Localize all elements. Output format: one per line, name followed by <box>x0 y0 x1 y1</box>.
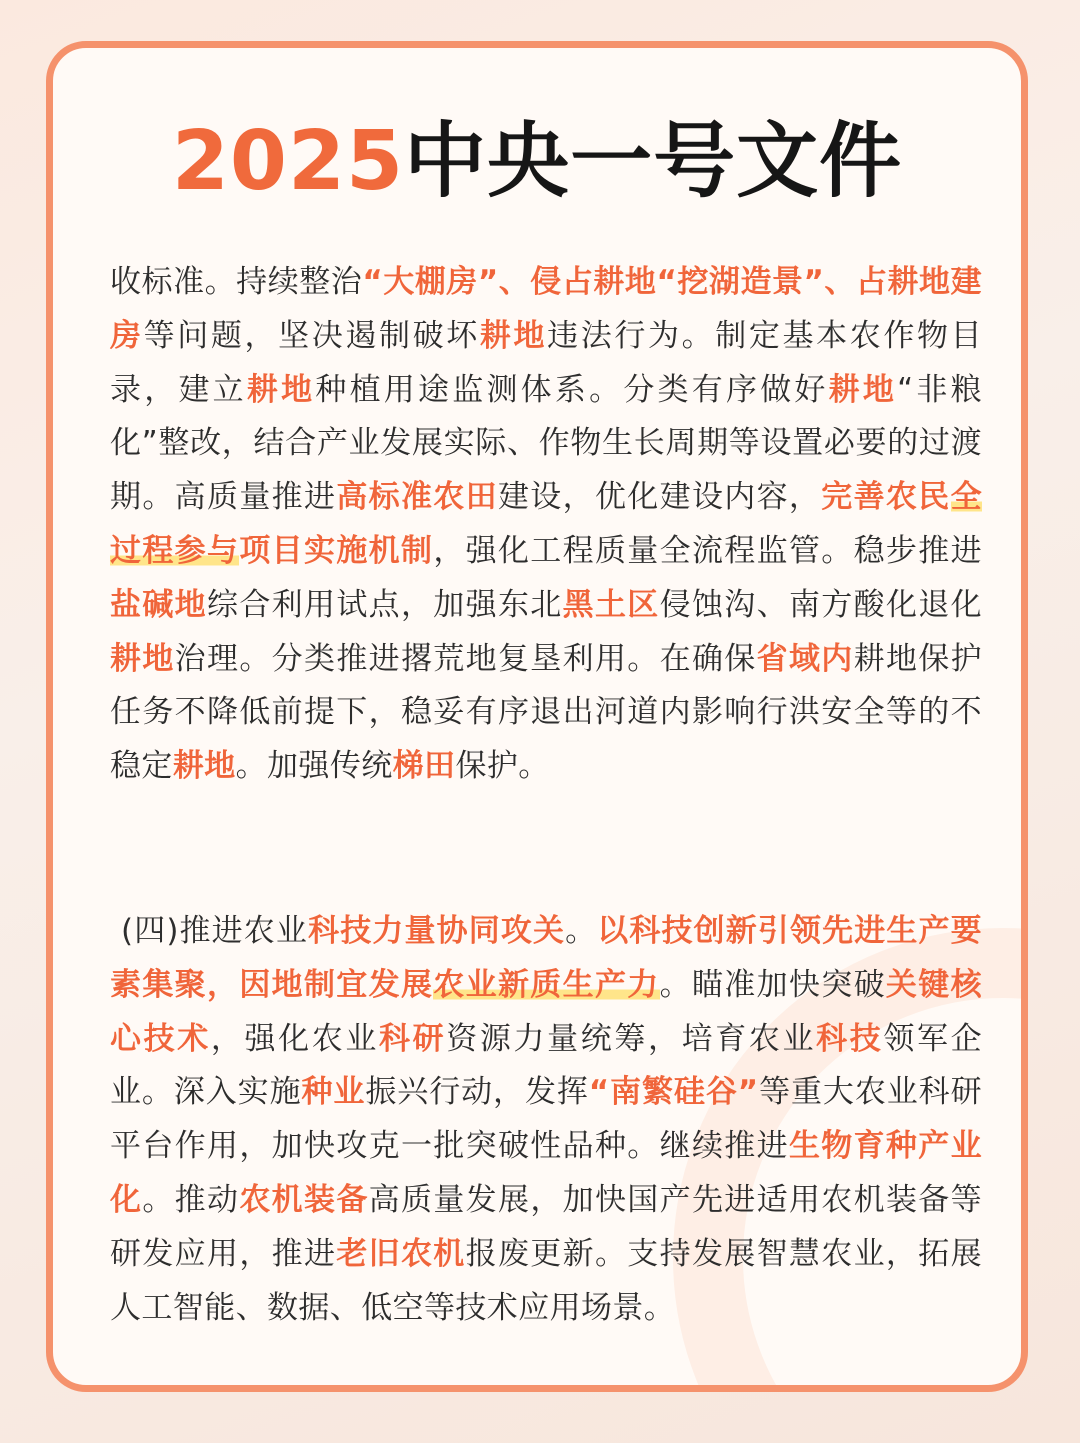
highlight-term: 科技 <box>816 1020 884 1057</box>
underlined-highlight-term: 全过程参与 <box>110 479 982 569</box>
highlight-term: 农机装备 <box>239 1181 369 1218</box>
highlight-term: 盐碱地 <box>110 586 207 623</box>
text-segment: 等问题，坚决遏制破坏 <box>143 317 480 354</box>
text-segment: 收标准。持续整治 <box>110 264 363 300</box>
text-segment: 侵蚀沟、南方酸化退化 <box>659 586 983 623</box>
highlight-term: 黑土区 <box>562 586 660 623</box>
highlight-term: 以科技创新引领先进生产要素集聚，因地制宜发展 <box>110 913 982 1003</box>
paragraph-farmland <box>110 256 982 794</box>
text-segment: 种植用途监测体系。分类有序做好 <box>315 371 829 408</box>
highlight-term: 老旧农机 <box>336 1235 466 1272</box>
text-segment: 振兴行动，发挥 <box>365 1074 589 1111</box>
highlight-term: 科技力量协同攻关 <box>308 913 566 949</box>
page-title <box>53 112 1021 212</box>
text-segment: 。 <box>565 913 598 949</box>
highlight-term: 科研 <box>379 1020 447 1057</box>
text-segment: 。瞄准加快突破 <box>659 966 886 1003</box>
text-segment: ，强化农业 <box>210 1020 379 1057</box>
text-segment: 等重大农业科研平台作用，加快攻克一批突破性品种。继续推进 <box>110 1074 982 1165</box>
text-segment: 高质量发展，加快国产先进适用农机装备等研发应用，推进 <box>110 1181 983 1272</box>
highlight-term: 高标准农田 <box>336 479 498 516</box>
highlight-term: 耕地 <box>246 371 316 408</box>
text-segment: 违法行为。制定基本农作物目录，建立 <box>110 317 982 408</box>
highlight-term: 项目实施机制 <box>239 532 434 569</box>
highlight-term: 耕地 <box>110 640 175 677</box>
highlight-term: 耕地 <box>479 317 548 354</box>
highlight-term: 耕地 <box>828 371 898 408</box>
text-segment: 领军企业。深入实施 <box>110 1020 983 1111</box>
highlight-term: 种业 <box>301 1074 366 1111</box>
text-segment: 报废更新。支持发展智慧农业，拓展人工智能、数据、低空等技术应用场景。 <box>110 1235 982 1326</box>
highlight-term: 生物育种产业化 <box>110 1128 982 1218</box>
paragraph-agri-tech <box>110 905 982 1335</box>
highlight-term: 梯田 <box>392 748 456 785</box>
text-segment: 治理。分类推进撂荒地复垦利用。在确保 <box>174 640 757 677</box>
document-card <box>46 41 1028 1392</box>
text-segment: 保护。 <box>455 748 550 785</box>
highlight-term: 省域内 <box>756 640 854 677</box>
text-segment: 耕地保护任务不降低前提下，稳妥有序退出河道内影响行洪安全等的不稳定 <box>110 640 982 785</box>
highlight-term: “南繁硅谷” <box>588 1074 759 1111</box>
text-segment: 。加强传统 <box>235 748 393 785</box>
text-segment: 综合利用试点，加强东北 <box>207 586 563 623</box>
highlight-term: 完善农民 <box>821 479 951 516</box>
text-segment: “非粮化”整改，结合产业发展实际、作物生长周期等设置必要的过渡期。高质量推进 <box>110 371 983 516</box>
highlight-term: 关键核心技术 <box>110 966 982 1057</box>
title-year: 2025 <box>171 114 405 209</box>
underlined-highlight-term: 农业新质生产力 <box>433 966 660 1003</box>
title-text: 中央一号文件 <box>404 114 903 209</box>
text-segment: 建设，优化建设内容， <box>497 479 822 516</box>
text-segment: (四)推进农业 <box>120 913 309 949</box>
text-segment: 。推动 <box>142 1181 240 1218</box>
highlight-term: “大棚房”、侵占耕地“挖湖造景”、占耕地建房 <box>110 264 982 354</box>
highlight-term: 耕地 <box>172 748 236 785</box>
text-segment: ，强化工程质量全流程监管。稳步推进 <box>433 532 982 569</box>
text-segment: 资源力量统筹，培育农业 <box>446 1020 817 1057</box>
